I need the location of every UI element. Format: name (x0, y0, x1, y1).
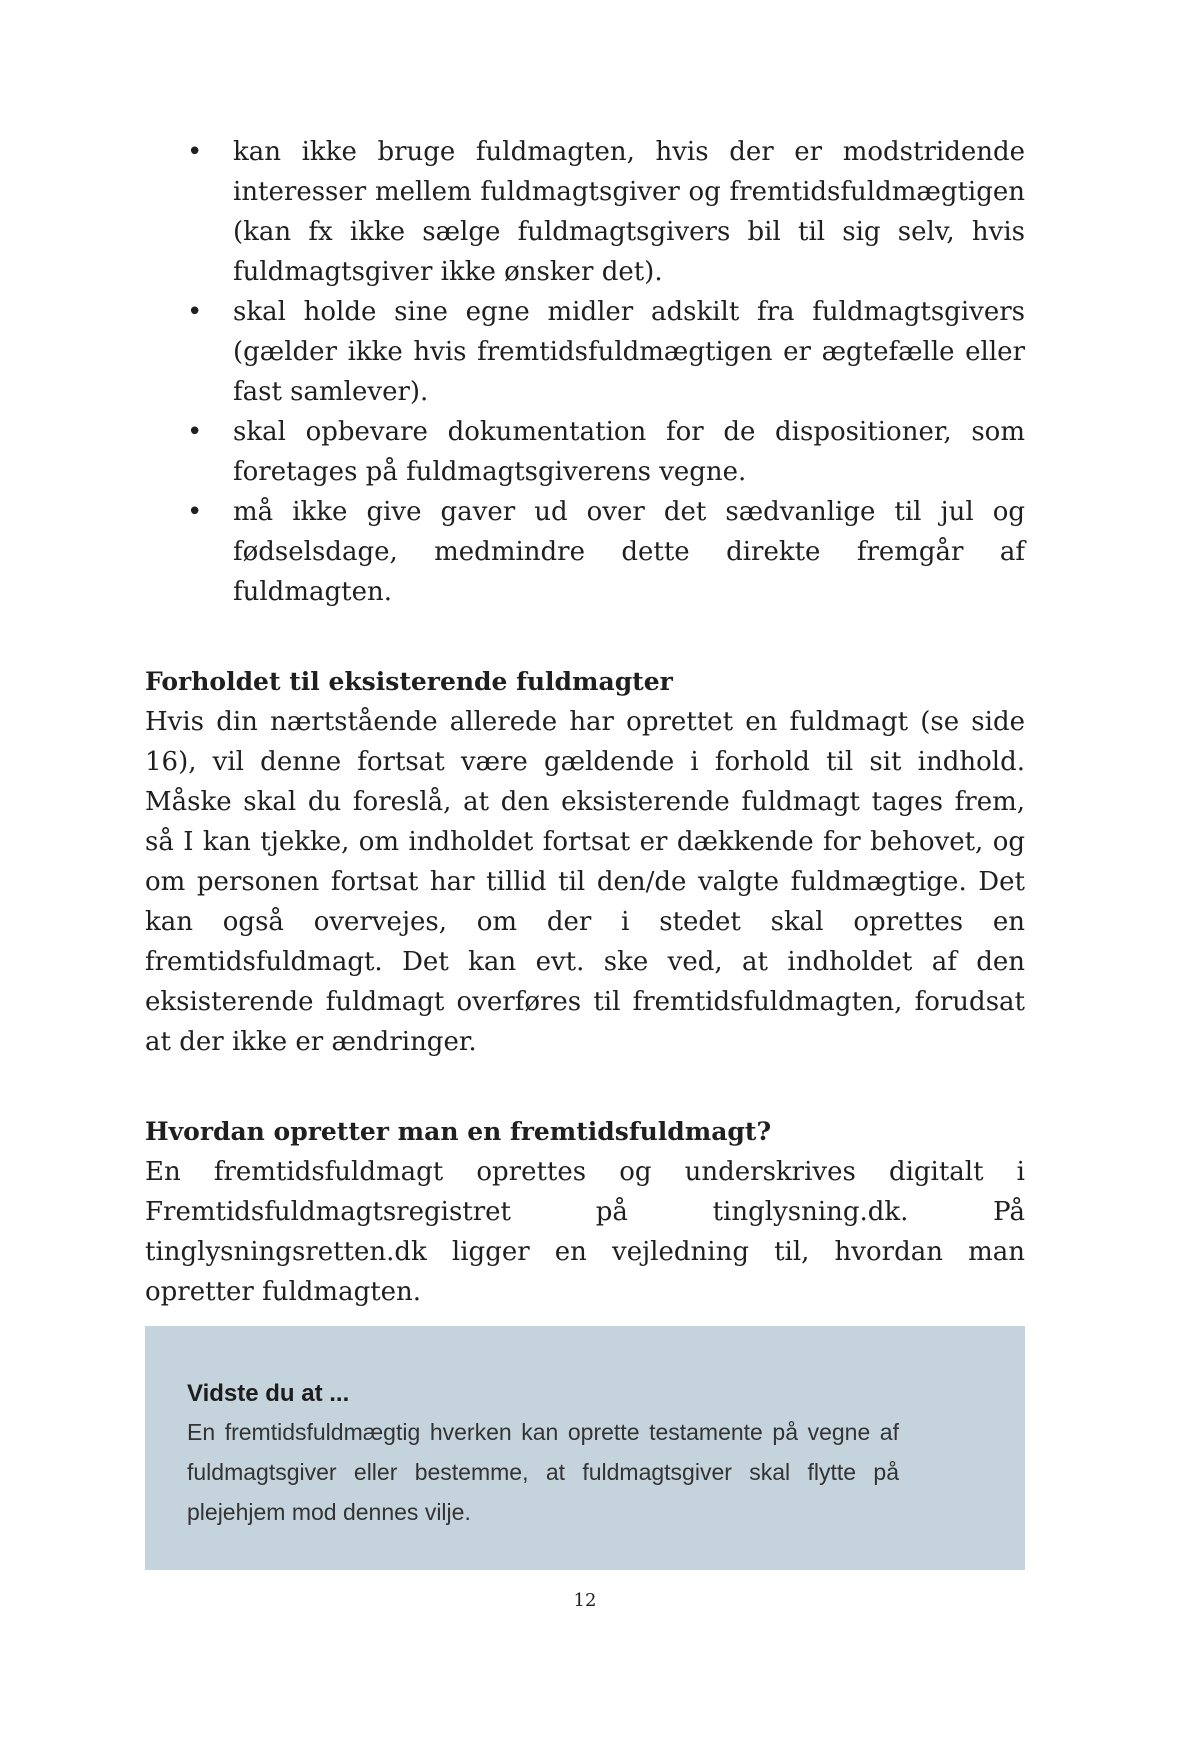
bullet-dot: • (187, 137, 203, 167)
section-body: Hvis din nærtstående allerede har oprettet en fuldmagt (se side 16), vil denne fortsat være gældende i forhold til sit indhold. Måske skal du foreslå, at den eksisterende fuldmagt tages frem, så I kan tjekke, om indholdet fortsat er dækkende for behovet, og om personen fortsat har tillid til den/de valgte fuldmægtige. Det kan også overvejes, om der i stedet skal oprettes en fremtidsfuldmagt. Det kan evt. ske ved, at indholdet af den eksisterende fuldmagt overføres til fremtidsfuldmagten, forudsat at der ikke er ændringer. (145, 707, 1025, 1057)
section-body: En fremtidsfuldmagt oprettes og underskrives digitalt i Fremtidsfuldmagtsregistret på tinglysning.dk. På tinglysningsretten.dk ligger en vejledning til, hvordan man opretter fuldmagten. (145, 1157, 1025, 1307)
section-existing-powers (145, 662, 1025, 1062)
infobox-heading: Vidste du at ... (187, 1380, 350, 1407)
list-item (145, 492, 1025, 612)
list-item (145, 132, 1025, 292)
section-heading: Hvordan opretter man en fremtidsfuldmagt? (145, 1117, 772, 1146)
list-item (145, 292, 1025, 412)
list-item (145, 412, 1025, 492)
page-number: 12 (573, 1590, 597, 1611)
list-item-text: skal opbevare dokumentation for de dispositioner, som foretages på fuldmagtsgiverens vegne. (233, 417, 1025, 487)
section-heading: Forholdet til eksisterende fuldmagter (145, 667, 673, 696)
bullet-dot: • (187, 297, 203, 327)
section-how-to-create (145, 1112, 1025, 1312)
infobox-body: En fremtidsfuldmægtig hverken kan oprette testamente på vegne af fuldmagtsgiver eller bestemme, at fuldmagtsgiver skal flytte på plejehjem mod dennes vilje. (187, 1419, 899, 1525)
bullet-list (145, 132, 1025, 612)
did-you-know-box (145, 1326, 1025, 1570)
list-item-text: kan ikke bruge fuldmagten, hvis der er modstridende interesser mellem fuldmagtsgiver og fremtidsfuldmægtigen (kan fx ikke sælge fuldmagtsgivers bil til sig selv, hvis fuldmagtsgiver ikke ønsker det). (233, 137, 1025, 287)
page-content (145, 132, 1025, 1312)
bullet-dot: • (187, 497, 203, 527)
list-item-text: må ikke give gaver ud over det sædvanlige til jul og fødselsdage, medmindre dette direkte fremgår af fuldmagten. (233, 497, 1025, 607)
bullet-dot: • (187, 417, 203, 447)
list-item-text: skal holde sine egne midler adskilt fra fuldmagtsgivers (gælder ikke hvis fremtidsfuldmægtigen er ægtefælle eller fast samlever). (233, 297, 1025, 407)
